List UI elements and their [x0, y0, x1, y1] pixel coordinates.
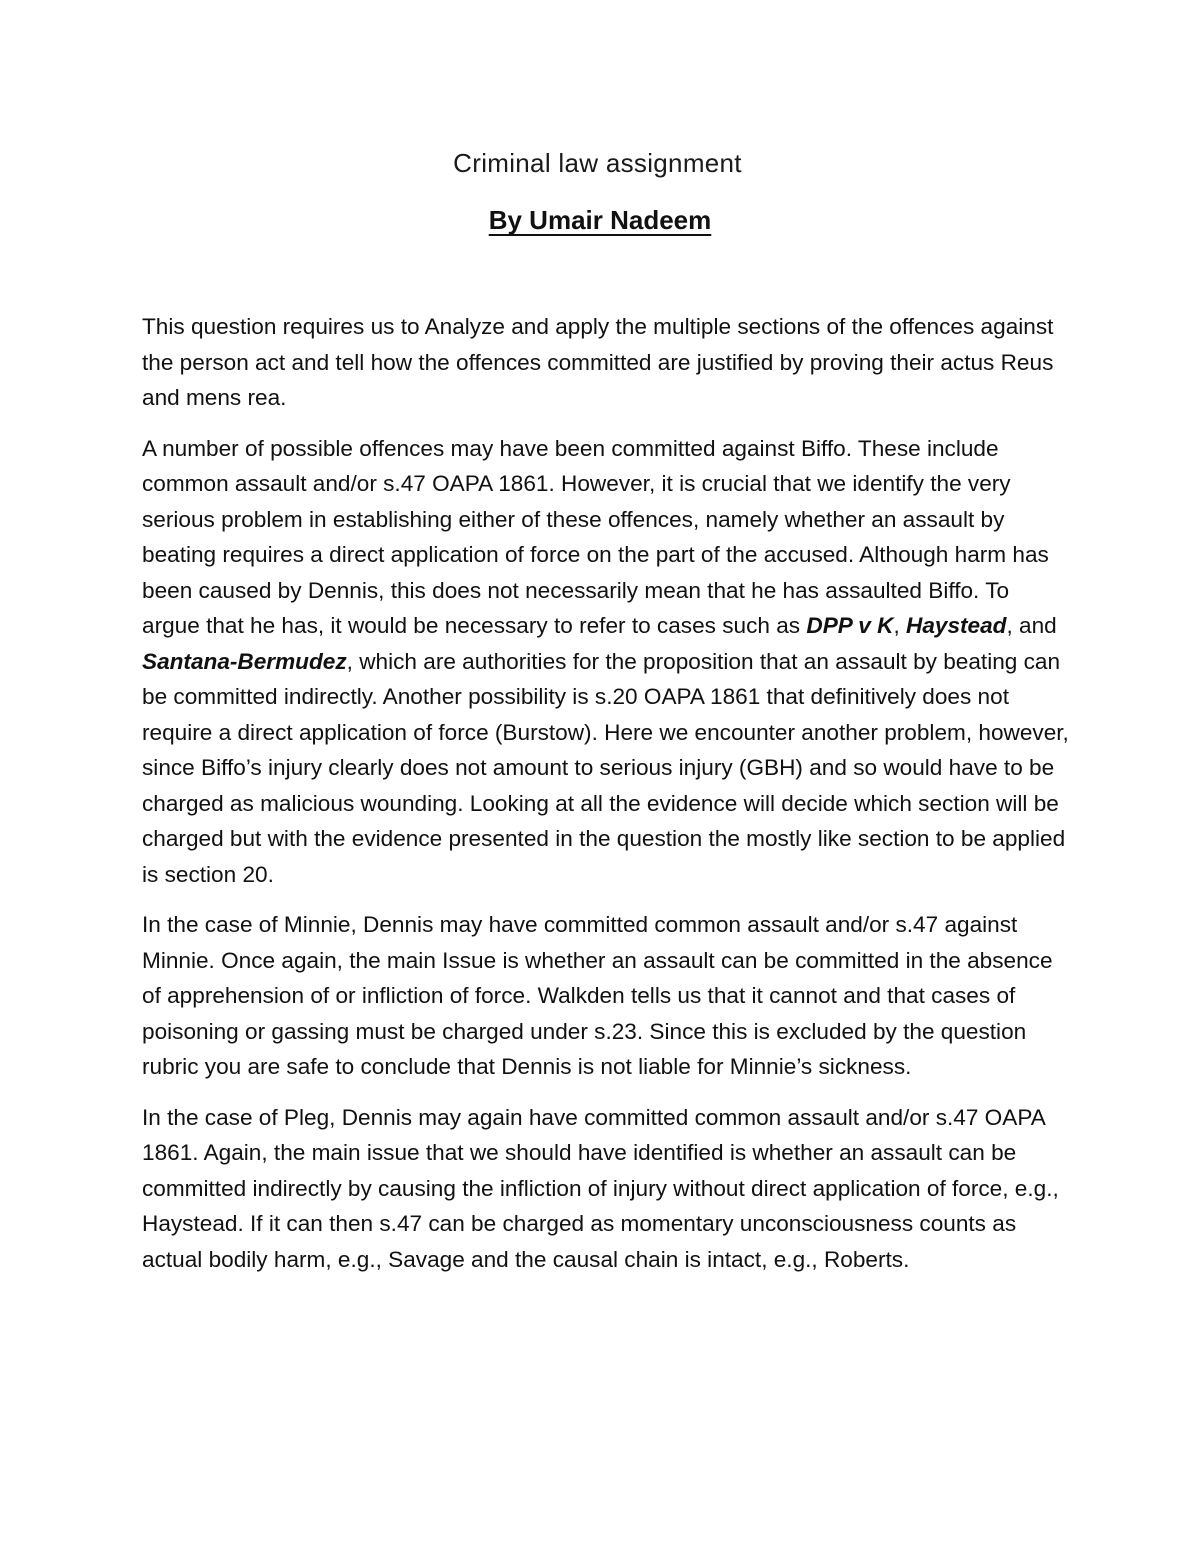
case-ref-haystead: Haystead: [906, 613, 1007, 638]
document-title: Criminal law assignment: [453, 148, 742, 178]
paragraph-biffo: [142, 431, 1072, 893]
document-author: By Umair Nadeem: [488, 205, 712, 235]
case-ref-santana-bermudez: Santana-Bermudez: [142, 648, 347, 674]
paragraph-intro: This question requires us to Analyze and apply the multiple sections of the offences against the person act and tell how the offences committed are justified by proving their actus Reus and mens rea.: [142, 314, 1054, 410]
paragraph-biffo-text-1: A number of possible offences may have been committed against Biffo. These include common assault and/or s.47 OAPA 1861. However, it is crucial that we identify the very serious problem in establishing either of these offences, namely whether an assault by beating requires a direct application of force on the part of the accused. Although harm has been caused by Dennis, this does not necessarily mean that he has assaulted Biffo. To argue that he has, it would be necessary to refer to cases such as: [142, 435, 1049, 638]
separator-2: , and: [1006, 613, 1057, 638]
case-ref-dpp-v-k: DPP v K: [806, 613, 894, 638]
separator-1: ,: [893, 613, 907, 638]
document-body: [142, 309, 1072, 1292]
paragraph-biffo-text-2: , which are authorities for the proposition that an assault by beating can be committed indirectly. Another possibility is s.20 OAPA 1861 that definitively does not require a direct application of force (Burstow). Here we encounter another problem, however, since Biffo’s injury clearly does not amount to serious injury (GBH) and so would have to be charged as malicious wounding. Looking at all the evidence will decide which section will be charged but with the evidence presented in the question the mostly like section to be applied is section 20.: [142, 648, 1069, 887]
paragraph-pleg: In the case of Pleg, Dennis may again have committed common assault and/or s.47 OAPA 1861. Again, the main issue that we should have identified is whether an assault can be committed indirectly by causing the infliction of injury without direct application of force, e.g., Haystead. If it can then s.47 can be charged as momentary unconsciousness counts as actual bodily harm, e.g., Savage and the causal chain is intact, e.g., Roberts.: [142, 1104, 1059, 1272]
paragraph-minnie: In the case of Minnie, Dennis may have committed common assault and/or s.47 against Minnie. Once again, the main Issue is whether an assault can be committed in the absence of apprehension of or infliction of force. Walkden tells us that it cannot and that cases of poisoning or gassing must be charged under s.23. Since this is excluded by the question rubric you are safe to conclude that Dennis is not liable for Minnie’s sickness.: [142, 912, 1053, 1079]
